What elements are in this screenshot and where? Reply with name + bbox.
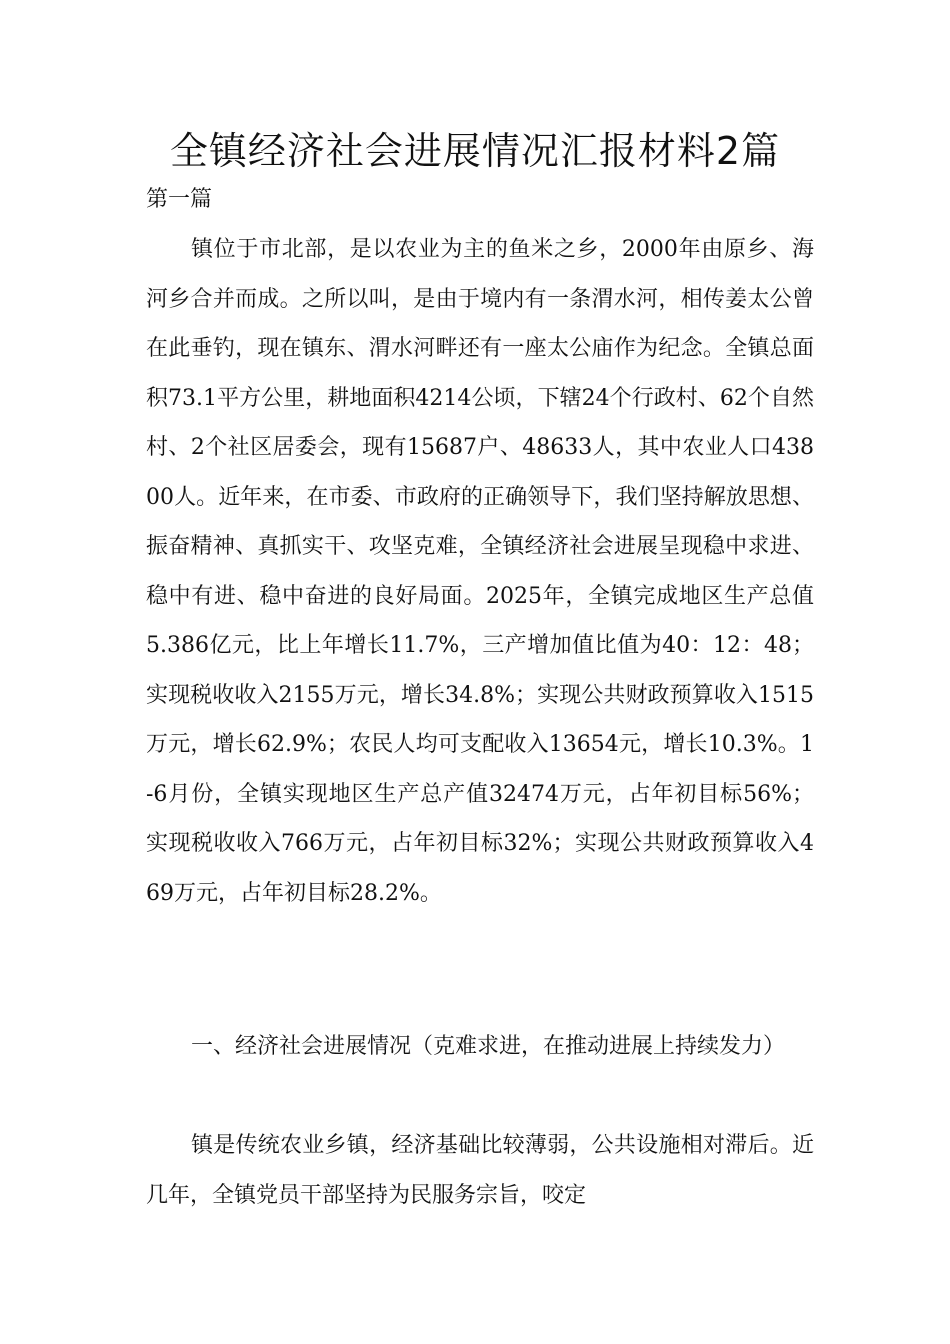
paragraph-heading-1: 一、经济社会进展情况（克难求进，在推动进展上持续发力） [191, 1034, 786, 1059]
paragraph-intro: 镇位于市北部，是以农业为主的鱼米之乡，2000年由原乡、海河乡合并而成。之所以叫，是由于境内有一条渭水河，相传姜太公曾在此垂钓，现在镇东、渭水河畔还有一座太公庙作为纪念。全镇总面积73.1平方公里，耕地面积4214公顷，下辖24个行政村、62个自然村、2个社区居委会，现有15687户、48633人，其中农业人口43800人。近年来，在市委、市政府的正确领导下，我们坚持解放思想、振奋精神、真抓实干、攻坚克难，全镇经济社会进展呈现稳中求进、稳中有进、稳中奋进的良好局面。2025年，全镇完成地区生产总值5.386亿元，比上年增长11.7%，三产增加值比值为40：12：48；实现税收收入2155万元，增长34.8%；实现公共财政预算收入1515万元，增长62.9%；农民人均可支配收入13654元，增长10.3%。1-6月份，全镇实现地区生产总产值32474万元，占年初目标56%；实现税收收入766万元，占年初目标32%；实现公共财政预算收入469万元，占年初目标28.2%。 [146, 237, 814, 906]
document-title: 全镇经济社会进展情况汇报材料2篇 [169, 129, 781, 173]
paragraph-body-1: 镇是传统农业乡镇，经济基础比较薄弱，公共设施相对滞后。近几年，全镇党员干部坚持为民服务宗旨，咬定 [146, 1133, 814, 1208]
section-label: 第一篇 [146, 187, 213, 212]
